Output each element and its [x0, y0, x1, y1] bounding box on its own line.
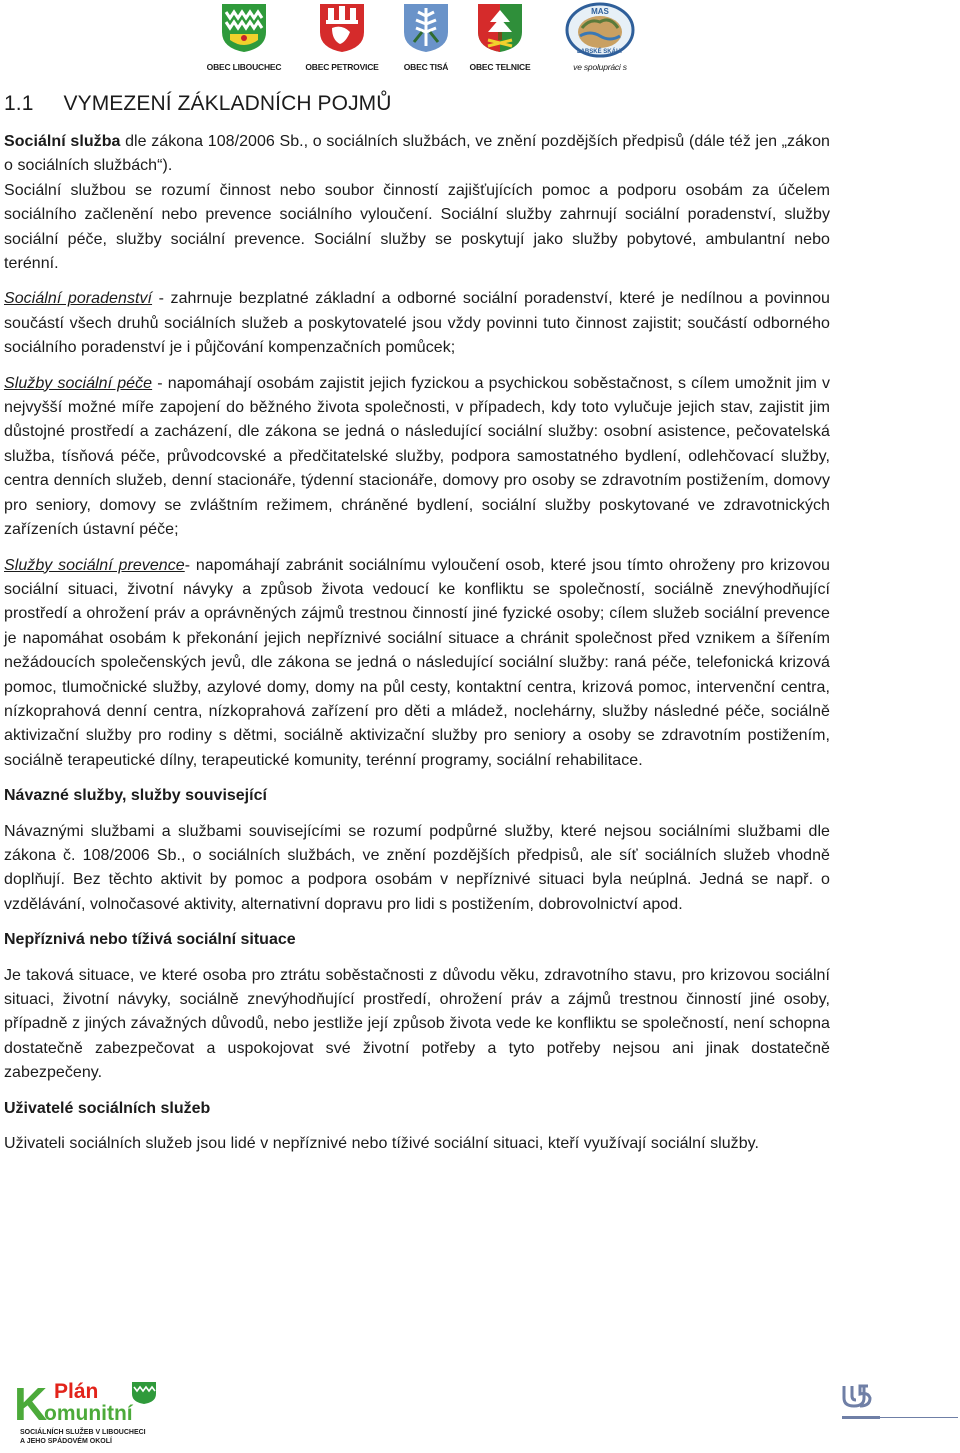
paragraph-related-services: Návaznými službami a službami souvisejícími se rozumí podpůrné služby, které nejsou sociálními službami dle zákona č. 108/2006 Sb., o sociálních službách, ve znění pozdějších předpisů, ale síť sociálních služeb vhodně doplňují. Bez těchto aktivit by pomoc a podpora osobám v nepříznivé situaci byla neúplná. Jedná se např. o vzdělávání, volnočasové aktivity, alternativní dopravu pro lidi s postižením, dobrovolnictví apod.: [4, 822, 830, 913]
section-heading: [4, 88, 830, 120]
term-prevention: Služby sociální prevence: [4, 556, 185, 574]
paragraph-social-service: [4, 130, 830, 179]
mas-caption: ve spolupráci s: [573, 62, 627, 72]
paragraph-counseling: [4, 287, 830, 360]
paragraph-text: - napomáhají zabránit sociálnímu vyloučení osob, které jsou tímto ohroženy pro krizovou sociální situaci, životní návyky a způsob života vedoucí ke konfliktu se společností, sociálně znevýhodňující prostředí a ohrožení práv a oprávněných zájmů trestnou činností jiné fyzické osoby; cílem služeb sociální prevence je napomáhat osobám k překonání jejich nepříznivé sociální situace a chránit společnost před vznikem a šířením nežádoucích společenských jevů, dle zákona se jedná o následující sociální služby: raná péče, telefonická krizová pomoc, tlumočnické služby, azylové domy, domy na půl cesty, kontaktní centra, krizová pomoc, intervenční centra, nízkoprahová denní centra, nízkoprahová zařízení pro děti a mládež, noclehárny, služby následné péče, sociálně aktivizační služby pro rodiny s dětmi, sociálně aktivizační služby pro seniory a osoby se zdravotním postižením, sociálně terapeutické dílny, terapeutické komunity, terénní programy, sociální rehabilitace.: [4, 556, 830, 769]
crest-label: OBEC TISÁ: [403, 62, 449, 72]
term-counseling: Sociální poradenství: [4, 290, 153, 308]
paragraph-adverse-situation: Je taková situace, ve které osoba pro ztrátu soběstačnosti z důvodu věku, zdravotního stavu, pro krizovou sociální situaci, životní návyky, sociálně znevýhodňující prostředí, ohrožení práv a zájmů trestnou činností jiné osoby, případně z jiných závažných důvodů, nebo jestliže její způsob života vede ke konfliktu se společností, není schopna dostatečně zabezpečovat a uspokojovat své životní potřeby a tyto potřeby nejsou ani jinak dostatečně zabezpečeny.: [4, 966, 830, 1082]
term-care: Služby sociální péče: [4, 374, 153, 392]
paragraph-definition: Sociální službou se rozumí činnost nebo soubor činností zajišťujících pomoc a podporu osobám za účelem sociálního začlenění nebo prevence sociálního vyloučení. Sociální služby zahrnují sociální poradenství, služby sociální péče, služby sociální prevence. Sociální služby se poskytují jako služby pobytové, ambulantní nebo terénní.: [4, 181, 830, 273]
komunitni-plan-logo-icon: [14, 1376, 164, 1448]
paragraph-care: [4, 372, 830, 543]
section-title: VYMEZENÍ ZÁKLADNÍCH POJMŮ: [63, 92, 392, 115]
crest-label: OBEC LIBOUCHEC: [206, 62, 282, 72]
heading-users: Uživatelé sociálních služeb: [4, 1099, 211, 1117]
document-body: [4, 88, 830, 1156]
crest-label: OBEC TELNICE: [469, 62, 531, 72]
crest-label: OBEC PETROVICE: [305, 62, 379, 72]
mas-logo-text: MAS: [591, 7, 609, 16]
paragraph-text: - napomáhají osobám zajistit jejich fyzickou a psychickou soběstačnost, s cílem umožnit jim v nejvyšší možné míře zapojení do běžného života společnosti, v případech, kdy toto vylučuje jejich stav, zajistit jim důstojné prostředí a zacházení, dle zákona se jedná o následující sociální služby: osobní asistence, pečovatelská služba, tísňová péče, průvodcovské a předčitatelské služby, podpora samostatného bydlení, odlehčovací služby, centra denních služeb, denní stacionáře, týdenní stacionáře, domovy pro osoby se zdravotním postižením, domovy pro seniory, domovy se zvláštním režimem, chráněné bydlení, sociální služby poskytované ve zdravotnických zařízeních ústavní péče;: [4, 374, 830, 539]
paragraph-text: - zahrnuje bezplatné základní a odborné sociální poradenství, které je nedílnou a povinnou součástí všech druhů sociálních služeb a poskytovatelé jsou vždy povinni tuto činnost zajistit; součástí odborného sociálního poradenství je i půjčování kompenzačních pomůcek;: [4, 290, 830, 357]
logo-plan: Plán: [54, 1380, 99, 1403]
mas-logo: [550, 2, 650, 72]
term-social-service: Sociální služba: [4, 133, 121, 150]
paragraph-text: dle zákona 108/2006 Sb., o sociálních službách, ve znění pozdějších předpisů (dále též jen „zákon o sociálních službách“).: [4, 133, 830, 175]
libouchec-crest: [194, 2, 294, 72]
paragraph-prevention: [4, 554, 830, 774]
logo-line2: A JEHO SPÁDOVÉM OKOLÍ: [20, 1438, 112, 1445]
komunitni-plan-logo: [14, 1376, 164, 1448]
section-number: 1.1: [4, 92, 34, 115]
mas-logo-ring-text: LABSKÉ SKÁLY: [576, 49, 624, 55]
mas-logo-icon: [564, 2, 636, 58]
heading-adverse-situation: Nepříznivá nebo tíživá sociální situace: [4, 931, 296, 949]
page-header: [0, 0, 960, 80]
telnice-crest: [450, 2, 550, 72]
tisa-crest-icon: [402, 2, 450, 54]
footer-mark: [838, 1380, 960, 1428]
telnice-crest-icon: [476, 2, 524, 54]
logo-k: K: [14, 1378, 48, 1430]
logo-line1: SOCIÁLNÍCH SLUŽEB V LIBOUCHECI: [20, 1429, 146, 1436]
libouchec-crest-icon: [220, 2, 268, 54]
logo-komunitni: omunitní: [44, 1402, 133, 1425]
heading-related-services: Návazné služby, služby související: [4, 787, 267, 805]
petrovice-crest-icon: [318, 2, 366, 54]
paragraph-users: Uživateli sociálních služeb jsou lidé v nepříznivé nebo tíživé sociální situaci, kteří využívají sociální služby.: [4, 1135, 760, 1153]
footer-mark-icon: [838, 1380, 960, 1428]
